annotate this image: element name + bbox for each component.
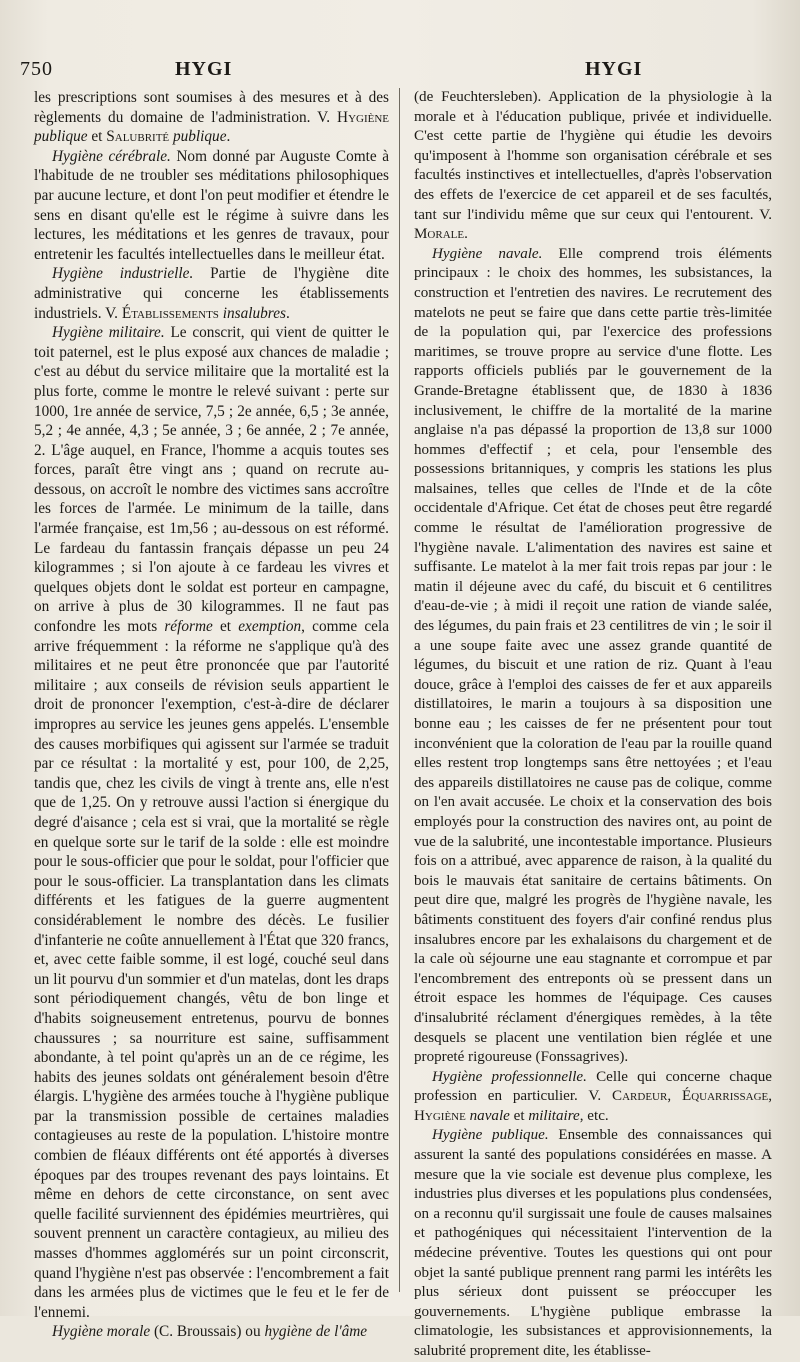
entry-hygiene-morale-continued: (de Feuchtersleben). Application de la physiologie à la morale et à l'éducation publique, privée et individuelle. C'est cette partie de l'hygiène qui étudie les devoirs qu'imposent à l'homme son organisation cérébrale et ses facultés instinctives et intellectuelles, d'après l'observation des effets de l'exercice de cet appareil et de ses facultés, tant sur l'individu même que sur ceux qui l'entourent. V. Morale. bbox=[414, 89, 772, 243]
entry-term: Hygiène publique. bbox=[432, 1127, 549, 1144]
column-divider bbox=[399, 88, 400, 1292]
entry-hygiene-navale: Hygiène navale. Elle comprend trois éléments principaux : le choix des hommes, les subsistances, la construction et l'entretien des navires. Le recrutement des matelots ne peut se faire que dans cette partie très-limitée de la population qui, par l'exercice des professions maritimes, se trouve propre au service d'une flotte. Les rapports officiels publiés par le gouvernement de la Grande-Bretagne établissent que, de 1830 à 1836 inclusivement, le chiffre de la mortalité de la marine anglaise n'a pas dépassé la proportion de 13,8 sur 1000 hommes d'effectif ; et cela, pour l'ensemble des possessions britanniques, y compris les stations les plus malsaines, telles que celles de l'Inde et de la côte occidentale d'Afrique. Cet état de choses peut être regardé comme le résultat de l'amélioration progressive de l'hygiène navale. L'alimentation des navires est saine et suffisante. Le matelot à la mer fait trois repas par jour : le matin il déjeune avec du café, du biscuit et 6 centilitres d'eau-de-vie ; à midi il reçoit une ration de viande salée, des légumes, du pain frais et 23 centilitres de vin ; le soir il a une soupe faite avec une assez grande quantité de légumes, du biscuit et une ration de riz. Quant à l'eau douce, grâce à l'emploi des caisses de fer et aux appareils distillatoires, le marin a toujours à sa disposition une bonne eau ; les caisses de fer ne présentent pour tout inconvénient que la coloration de l'eau par la rouille quand elles restent trop longtemps sans être nettoyées ; et l'eau des appareils distillatoires ne cause pas de colique, comme on l'en avait accusée. Le choix et la conservation des bois employés pour la construction des navires ont, au point de vue de la salubrité, une incontestable importance. Plusieurs fois on a attribué, avec apparence de raison, à la qualité du bois le mauvais état sanitaire de certains bâtiments. On peut dire que, malgré les progrès de l'hygiène navale, les bâtiments constituent des foyers d'air confiné rendus plus insalubres encore par les exhalaisons du chargement et de la cale où séjourne une eau stagnante et corrompue et par l'encombrement des entreponts où se pressent dans un étroit espace les hommes de l'équipage. Ces causes d'insalubrité réclament d'énergiques remèdes, à la tête desquels se placent une ventilation bien réglée et une propreté rigoureuse (Fonssagrives). bbox=[414, 245, 772, 1066]
entry-term: Hygiène militaire. bbox=[52, 324, 165, 342]
running-head-right: HYGI bbox=[585, 58, 643, 80]
entry-hygiene-industrielle: Hygiène industrielle. Partie de l'hygiène dite administrative qui concerne les établissements industriels. V. Établissements insalubres. bbox=[34, 265, 389, 322]
entry-hygiene-cerebrale: Hygiène cérébrale. Nom donné par Auguste Comte à l'habitude de ne troubler ses méditations philosophiques par aucune lecture, et dont l'on peut modifier et étendre le sens en disant qu'elle est le régime à suivre dans les lectures, les méditations et les genres de travaux, pour entretenir les facultés intellectuelles dans le meilleur état. bbox=[34, 147, 389, 263]
entry-term: Hygiène industrielle. bbox=[52, 265, 194, 283]
entry-continuation: les prescriptions sont soumises à des mesures et à des règlements du domaine de l'administration. V. Hygiène publique et Salubrité publique. bbox=[34, 89, 389, 146]
page-number: 750 bbox=[20, 58, 53, 80]
running-head-left: HYGI bbox=[175, 58, 233, 80]
left-column bbox=[34, 88, 389, 1342]
entry-term: Hygiène morale bbox=[52, 1323, 151, 1341]
entry-hygiene-publique: Hygiène publique. Ensemble des connaissances qui assurent la santé des populations considérées en masse. A mesure que la vie sociale est devenue plus complexe, les industries plus diverses et les populations plus condensées, on a reconnu qu'il surgissait une foule de causes malsaines et pathogéniques qui nécessitaient l'intervention de la médecine préventive. Toutes les questions qui ont pour objet la santé publique prennent rang parmi les intérêts les plus sérieux dont puissent se préoccuper les gouvernements. L'hygiène publique embrasse la climatologie, les subsistances et approvisionnements, la salubrité proprement dite, les établisse- bbox=[414, 1127, 772, 1359]
page-header bbox=[20, 58, 788, 88]
entry-hygiene-militaire: Hygiène militaire. Le conscrit, qui vient de quitter le toit paternel, est le plus exposé aux chances de maladie ; c'est au début du service militaire que la mortalité est la plus forte, comme le montre le relevé suivant : perte sur 1000, 1re année de service, 7,5 ; 2e année, 6,5 ; 3e année, 5,2 ; 4e année, 4,3 ; 5e année, 3 ; 6e année, 2 ; 7e année, 2. L'âge auquel, en France, l'homme a acquis toutes ses forces, paraît être vingt ans ; quand on recrute au-dessous, on accroît le nombre des victimes sans accroître les forces de l'armée. Le minimum de la taille, dans l'armée française, est 1m,56 ; au-dessous on est réformé. Le fardeau du fantassin français dépasse un peu 24 kilogrammes ; si l'on ajoute à ce fardeau les vivres et quelques objets dont le soldat est porteur en campagne, on arrive à plus de 30 kilogrammes. Il ne faut pas confondre les mots réforme et exemption, comme cela arrive fréquemment : la réforme ne s'applique qu'à des militaires et ne peut être prononcée que par l'autorité militaire ; aux conseils de révision seuls appartient le droit de prononcer l'exemption, c'est-à-dire de déclarer impropres au service les jeunes gens appelés. L'ensemble des causes morbifiques qui agissent sur l'armée se traduit par ce résultat : la mortalité y est, pour 100, de 2,25, tandis que, chez les civils de vingt à trente ans, elle n'est que de 1,25. On y retrouve aussi l'action si énergique du degré d'aisance ; cela est si vrai, que la mortalité se règle en quelque sorte sur le tarif de la solde : elle est moindre pour le sous-officier que pour le soldat, pour l'officier que pour le sous-officier. La transplantation dans les climats différents et les fatigues de la guerre augmentent considérablement le nombre des décès. Le fusilier d'infanterie ne coûte annuellement à l'État que 320 francs, et, avec cette faible somme, il est logé, couché seul dans un lit pourvu d'un sommier et d'un matelas, dont les draps sont périodiquement changés, vêtu de bon linge et d'habits soigneusement entretenus, pourvu de bonnes chaussures ; sa nourriture est saine, suffisamment abondante, à tel point qu'après un an de ce régime, les habits des jeunes soldats ont généralement besoin d'être élargis. L'hygiène des armées touche à l'hygiène publique par la transmission possible de certaines maladies contagieuses au reste de la population. L'histoire montre combien de fléaux différents ont été apportés à diverses époques par des troupes revenant des pays lointains. Et même en dehors de cette circonstance, on sent avec quelle facilité surviennent des épidémies meurtrières, qui souvent prennent un caractère contagieux, au milieu des masses d'hommes agglomérés sur un point circonscrit, quand l'hygiène n'est pas observée : l'encombrement a fait dans les armées plus de victimes que le feu et le fer de l'ennemi. bbox=[34, 324, 389, 1321]
entry-hygiene-professionnelle: Hygiène professionnelle. Celle qui concerne chaque profession en particulier. V. Cardeur, Équarrissage, Hygiène navale et militaire, etc. bbox=[414, 1068, 773, 1124]
entry-term: Hygiène professionnelle. bbox=[432, 1068, 587, 1085]
entry-term: Hygiène cérébrale. bbox=[52, 147, 171, 165]
right-column bbox=[414, 88, 772, 1362]
entry-hygiene-morale: Hygiène morale (C. Broussais) ou hygiène de l'âme bbox=[52, 1323, 368, 1341]
entry-term: Hygiène navale. bbox=[432, 245, 543, 262]
